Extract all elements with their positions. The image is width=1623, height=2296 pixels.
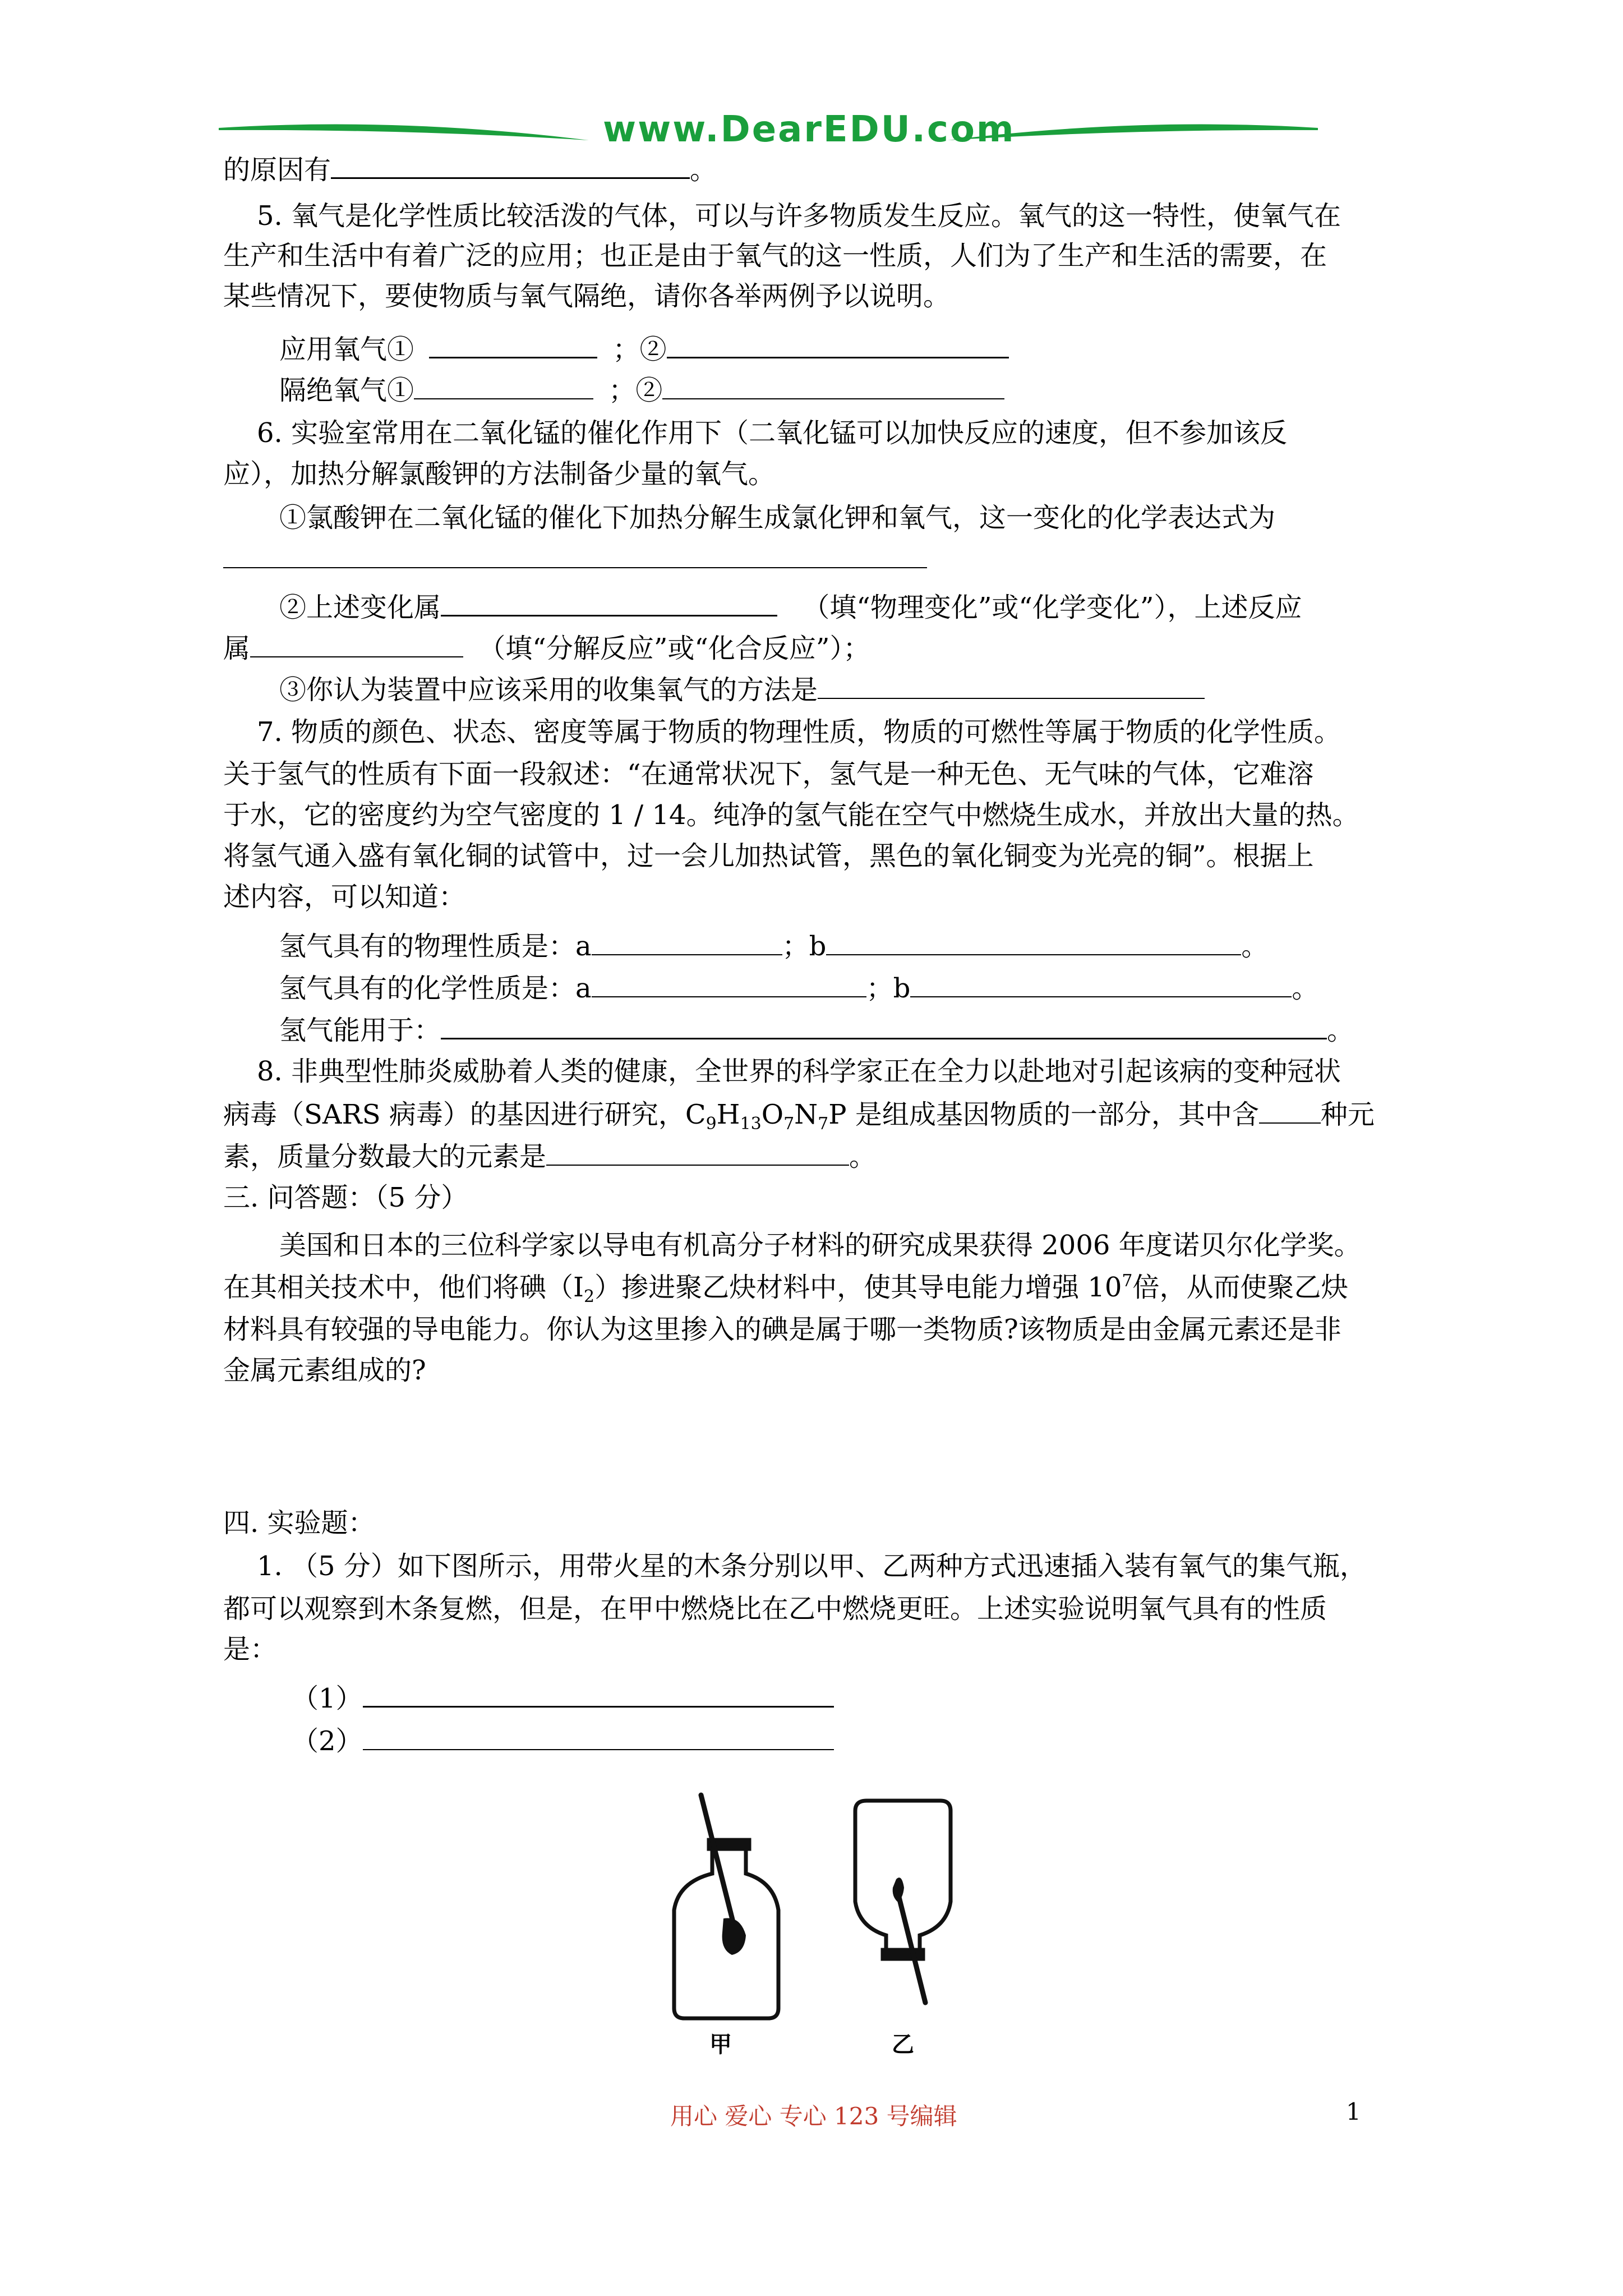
q6-a-blank	[223, 541, 927, 576]
s4-line-1: 1. （5 分）如下图所示，用带火星的木条分别以甲、乙两种方式迅速插入装有氧气的集气瓶，	[257, 1550, 1367, 1582]
text: ；b	[782, 931, 827, 962]
answer-blank	[826, 928, 1241, 955]
answer-blank	[592, 928, 782, 955]
text: 。	[849, 1141, 877, 1172]
s3-line-3: 材料具有较强的导电能力。你认为这里掺入的碘是属于哪一类物质?该物质是由金属元素还是非	[223, 1314, 1341, 1345]
label-yi: 乙	[892, 2032, 914, 2058]
q6-line-2: 应），加热分解氯酸钾的方法制备少量的氧气。	[223, 458, 776, 490]
q7-line-5: 述内容，可以知道：	[223, 881, 466, 913]
text: 素，质量分数最大的元素是	[223, 1141, 547, 1172]
q6-c	[223, 631, 870, 665]
s4-answer-2	[292, 1723, 834, 1758]
answer-blank	[441, 1012, 1327, 1039]
footer-credit: 用心 爱心 专心 123 号编辑	[670, 2102, 957, 2130]
q6-d	[279, 672, 1205, 707]
bottle-diagram	[662, 1784, 976, 2064]
bottle-yi	[855, 1801, 951, 1959]
text: 氢气具有的化学性质是：a	[279, 973, 592, 1004]
text: （1）	[292, 1683, 363, 1714]
q5-line-3: 某些情况下，要使物质与氧气隔绝，请你各举两例予以说明。	[223, 280, 951, 312]
s4-answer-1	[292, 1680, 834, 1715]
formula: $C_9H_{13}O_7N_7P$	[685, 1099, 847, 1134]
text: （2）	[292, 1726, 363, 1757]
flame-jia	[722, 1918, 746, 1955]
text: 应用氧气①	[279, 334, 414, 365]
text: 种元	[1320, 1099, 1375, 1130]
answer-blank	[429, 331, 597, 358]
text: 属	[223, 633, 251, 664]
text: 的原因有	[223, 154, 331, 186]
text: （填“物理变化”或“化学变化”），上述反应	[803, 592, 1302, 623]
q8-line-3	[223, 1139, 876, 1174]
section-3-title: 三. 问答题：（5 分）	[223, 1182, 468, 1213]
text: 隔绝氧气①	[279, 375, 414, 406]
site-logo-text[interactable]: www.DearEDU.com	[603, 109, 1016, 150]
answer-blank	[1259, 1097, 1321, 1124]
text: 在其相关技术中，他们将碘（I	[223, 1272, 584, 1303]
q6-a: ①氯酸钾在二氧化锰的催化下加热分解生成氯化钾和氧气，这一变化的化学表达式为	[279, 502, 1276, 533]
q5-apply-oxygen	[279, 331, 1009, 366]
s3-line-2	[223, 1271, 1348, 1304]
text: 是组成基因物质的一部分，其中含	[846, 1099, 1259, 1130]
text: 病毒（SARS 病毒）的基因进行研究，	[223, 1099, 685, 1130]
page-number: 1	[1346, 2098, 1361, 2125]
answer-blank	[910, 970, 1292, 997]
q5-line-1: 5. 氧气是化学性质比较活泼的气体，可以与许多物质发生反应。氧气的这一特性，使氧气在	[257, 200, 1341, 232]
text: （填“分解反应”或“化合反应”）；	[478, 633, 870, 664]
text: ；b	[866, 973, 911, 1004]
s3-line-1: 美国和日本的三位科学家以导电有机高分子材料的研究成果获得 2006 年度诺贝尔化学奖。	[279, 1230, 1361, 1261]
answer-blank	[546, 1139, 849, 1166]
answer-blank	[363, 1723, 834, 1750]
answer-blank	[331, 151, 690, 179]
superscript: 7	[1122, 1271, 1133, 1291]
section-4-title: 四. 实验题：	[223, 1507, 375, 1539]
q7-chemical-props	[279, 970, 1318, 1005]
site-header	[219, 107, 1318, 157]
text: 氢气能用于：	[279, 1015, 441, 1046]
q8-line-1: 8. 非典型性肺炎威胁着人类的健康，全世界的科学家正在全力以赴地对引起该病的变种冠状	[257, 1056, 1341, 1087]
q5-line-2: 生产和生活中有着广泛的应用；也正是由于氧气的这一性质，人们为了生产和生活的需要，在	[223, 240, 1327, 272]
q6-line-1: 6. 实验室常用在二氧化锰的催化作用下（二氧化锰可以加快反应的速度，但不参加该反	[257, 417, 1288, 449]
text: 。	[1327, 1015, 1354, 1046]
text: 氢气具有的物理性质是：a	[279, 931, 592, 962]
s4-line-2: 都可以观察到木条复燃，但是，在甲中燃烧比在乙中燃烧更旺。上述实验说明氧气具有的性质	[223, 1593, 1327, 1625]
text: ②上述变化属	[279, 592, 441, 623]
s3-line-4: 金属元素组成的?	[223, 1355, 426, 1386]
text: ③你认为装置中应该采用的收集氧气的方法是	[279, 674, 818, 706]
text: ；②	[608, 375, 663, 406]
answer-blank	[223, 541, 927, 568]
q7-line-4: 将氢气通入盛有氧化铜的试管中，过一会儿加热试管，黑色的氧化铜变为光亮的铜”。根据上	[223, 840, 1314, 872]
line-reason	[223, 151, 717, 187]
answer-blank	[250, 631, 463, 657]
q8-line-2	[223, 1097, 1375, 1134]
text: 。	[1292, 973, 1319, 1004]
q7-line-1: 7. 物质的颜色、状态、密度等属于物质的物理性质，物质的可燃性等属于物质的化学性质。	[257, 716, 1341, 748]
answer-blank	[818, 672, 1205, 699]
q7-line-2: 关于氢气的性质有下面一段叙述：“在通常状况下，氢气是一种无色、无气味的气体，它难溶	[223, 758, 1314, 790]
subscript: 2	[583, 1287, 595, 1306]
label-jia: 甲	[709, 2032, 732, 2058]
answer-blank	[662, 372, 1004, 399]
answer-blank	[592, 970, 866, 997]
answer-blank	[363, 1680, 834, 1708]
answer-blank	[441, 589, 777, 616]
q7-line-3: 于水，它的密度约为空气密度的 1 / 14。纯净的氢气能在空气中燃烧生成水，并放出大量的热。	[223, 799, 1359, 831]
q5-isolate-oxygen	[279, 372, 1004, 407]
text: ；②	[612, 334, 667, 365]
text: 倍，从而使聚乙炔	[1132, 1272, 1348, 1303]
answer-blank	[667, 331, 1009, 358]
q7-physical-props	[279, 928, 1268, 963]
text: 。	[690, 154, 717, 186]
answer-blank	[414, 372, 593, 399]
q7-uses	[279, 1012, 1354, 1047]
s4-line-3: 是：	[223, 1634, 278, 1665]
experiment-figure	[662, 1784, 976, 2064]
wood-splint-jia	[701, 1795, 734, 1924]
text: ）掺进聚乙炔材料中，使其导电能力增强 10	[594, 1272, 1122, 1303]
text: 。	[1241, 931, 1269, 962]
flame-yi	[893, 1878, 904, 1902]
q6-b	[279, 589, 1302, 624]
